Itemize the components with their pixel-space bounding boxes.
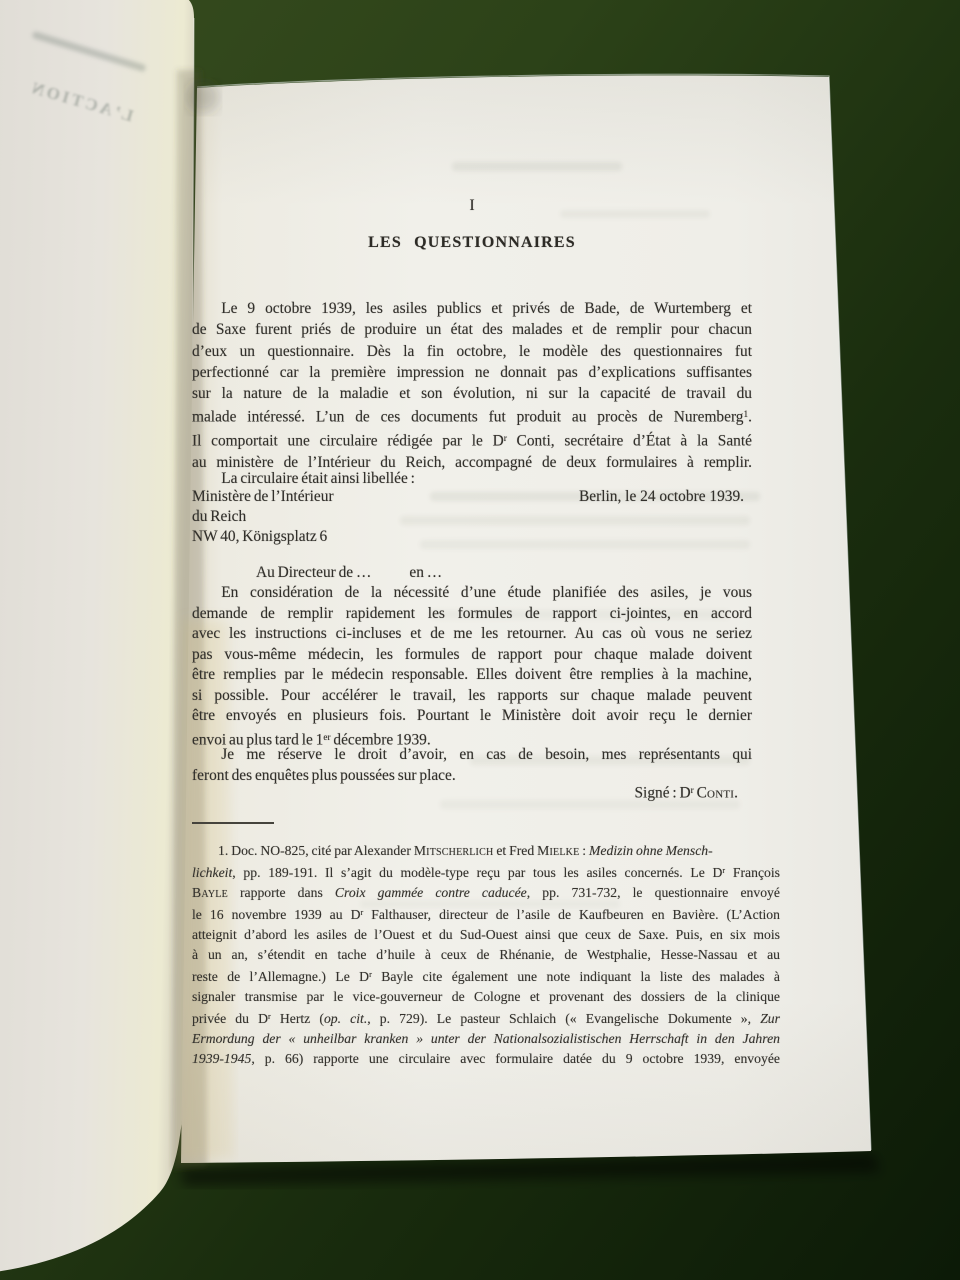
text-line: signaler transmise par le vice-gouverneur de Cologne et provenant des dossiers de la clinique xyxy=(192,988,780,1004)
text-line: Ermordung der « unheilbar kranken » unter der Nationalsozialistischen Herrschaft in den Jahren xyxy=(192,1030,780,1046)
text-line: sur la nature de la maladie et son évolution, ni sur la capacité de travail du xyxy=(192,385,752,403)
text-line: à un an, s’étendit en tache d’huile à ceux de Rhénanie, de Westphalie, Hesse-Nassau et au xyxy=(192,946,780,962)
gutter-top-shade xyxy=(187,81,219,113)
chapter-number: I xyxy=(469,197,475,214)
text-line: être envoyés en plusieurs fois. Pourtant le Ministère doit avoir reçu le dernier xyxy=(192,707,752,724)
recipient-line xyxy=(192,562,752,583)
text-line: 1939-1945, p. 66) rapporte une circulaire avec formulaire datée du 9 octobre 1939, envoyée xyxy=(192,1050,780,1066)
text-line: pas vous-même médecin, les formules de rapport pour chaque malade doivent xyxy=(192,645,752,663)
text-line: privée du $D^r$ Hertz (op. cit., p. 729). Le pasteur Schlaich (« Evangelische Dokumente », Zur xyxy=(192,1010,780,1026)
text-line: être remplies par le médecin responsable. Elles doivent être remplies à la machine, xyxy=(192,666,752,683)
text-line: de Saxe furent priés de produire un état des malades et de remplir pour chacun xyxy=(192,321,752,339)
text-line: du Reich xyxy=(192,507,247,525)
signature-line xyxy=(192,780,752,804)
chapter-title: LES QUESTIONNAIRES xyxy=(368,234,576,251)
text-line: La circulaire était ainsi libellée : xyxy=(221,470,415,487)
text-line: Le 9 octobre 1939, les asiles publics et privés de Bade, de Wurtemberg et xyxy=(221,300,752,317)
paragraph-2 xyxy=(192,583,752,751)
text-line: perfectionné car la première impression ne donnait pas d’explications suffisantes xyxy=(192,363,752,381)
text-line: Bayle rapporte dans Croix gammée contre caducée, pp. 731-732, le questionnaire envoyé xyxy=(192,884,780,900)
text-line: demande de remplir rapidement les formules de rapport ci-jointes, en accord xyxy=(192,604,752,622)
text-line: malade intéressé. L’un de ces documents fut produit au procès de Nuremberg$^1$. xyxy=(192,409,752,427)
text-line: le 16 novembre 1939 au $D^r$ Falthauser, directeur de l’asile de Kaufbeuren en Bavière. (L’Action xyxy=(192,906,780,922)
text-line: NW 40, Königsplatz 6 xyxy=(192,527,328,545)
text-line: 1. Doc. NO-825, cité par Alexander Mitscherlich et Fred Mielke : Medizin ohne Mensch- xyxy=(218,843,713,858)
text-line: au ministère de l’Intérieur du Reich, accompagné de deux formulaires à remplir. xyxy=(192,454,752,472)
text-line: atteignit d’abord les asiles de l’Ouest et du Sud-Ouest ainsi que ceux de Saxe. Puis, en six mois xyxy=(192,926,780,942)
text-line: Au Directeur de … en … xyxy=(256,564,443,581)
letterhead xyxy=(192,487,752,546)
left-page-ghost-title: L’ACTION xyxy=(26,77,136,126)
text-line: si possible. Pour accélérer le travail, les rapports sur chaque malade peuvent xyxy=(192,686,752,704)
text-line: En considération de la nécessité d’une étude planifiée des asiles, je vous xyxy=(221,584,752,601)
text-line: Il comportait une circulaire rédigée par le $D^r$ Conti, secrétaire d’État à la Santé xyxy=(192,433,752,450)
text-line: Ministère de l’Intérieur xyxy=(192,488,334,505)
text-line: feront des enquêtes plus poussées sur place. xyxy=(192,766,456,784)
footnote-text xyxy=(192,841,780,1068)
text-line: Je me réserve le droit d’avoir, en cas de besoin, mes représentants qui xyxy=(221,746,752,763)
text-line: reste de l’Allemagne.) Le $D^r$ Bayle cite également une note indiquant la liste des malades à xyxy=(192,968,780,984)
left-page xyxy=(0,0,194,1272)
text-line: lichkeit, pp. 189-191. Il s’agit du modèle-type reçu par tous les asiles concernés. Le $D^r$ François xyxy=(192,865,780,881)
letterhead-dateline: Berlin, le 24 octobre 1939. xyxy=(579,488,744,505)
text-line: envoi au plus tard le 1er décembre 1939. xyxy=(192,731,431,749)
paragraph-1 xyxy=(192,298,752,474)
text-line: avec les instructions ci-incluses et de me les retourner. Au cas où vous ne seriez xyxy=(192,625,752,642)
footnote-rule xyxy=(192,822,274,824)
text-line: d’eux un questionnaire. Dès la fin octobre, le modèle des questionnaires fut xyxy=(192,342,752,360)
footnote-block xyxy=(192,822,780,1068)
text-line: Signé : $D^r$ Conti. xyxy=(634,784,738,802)
